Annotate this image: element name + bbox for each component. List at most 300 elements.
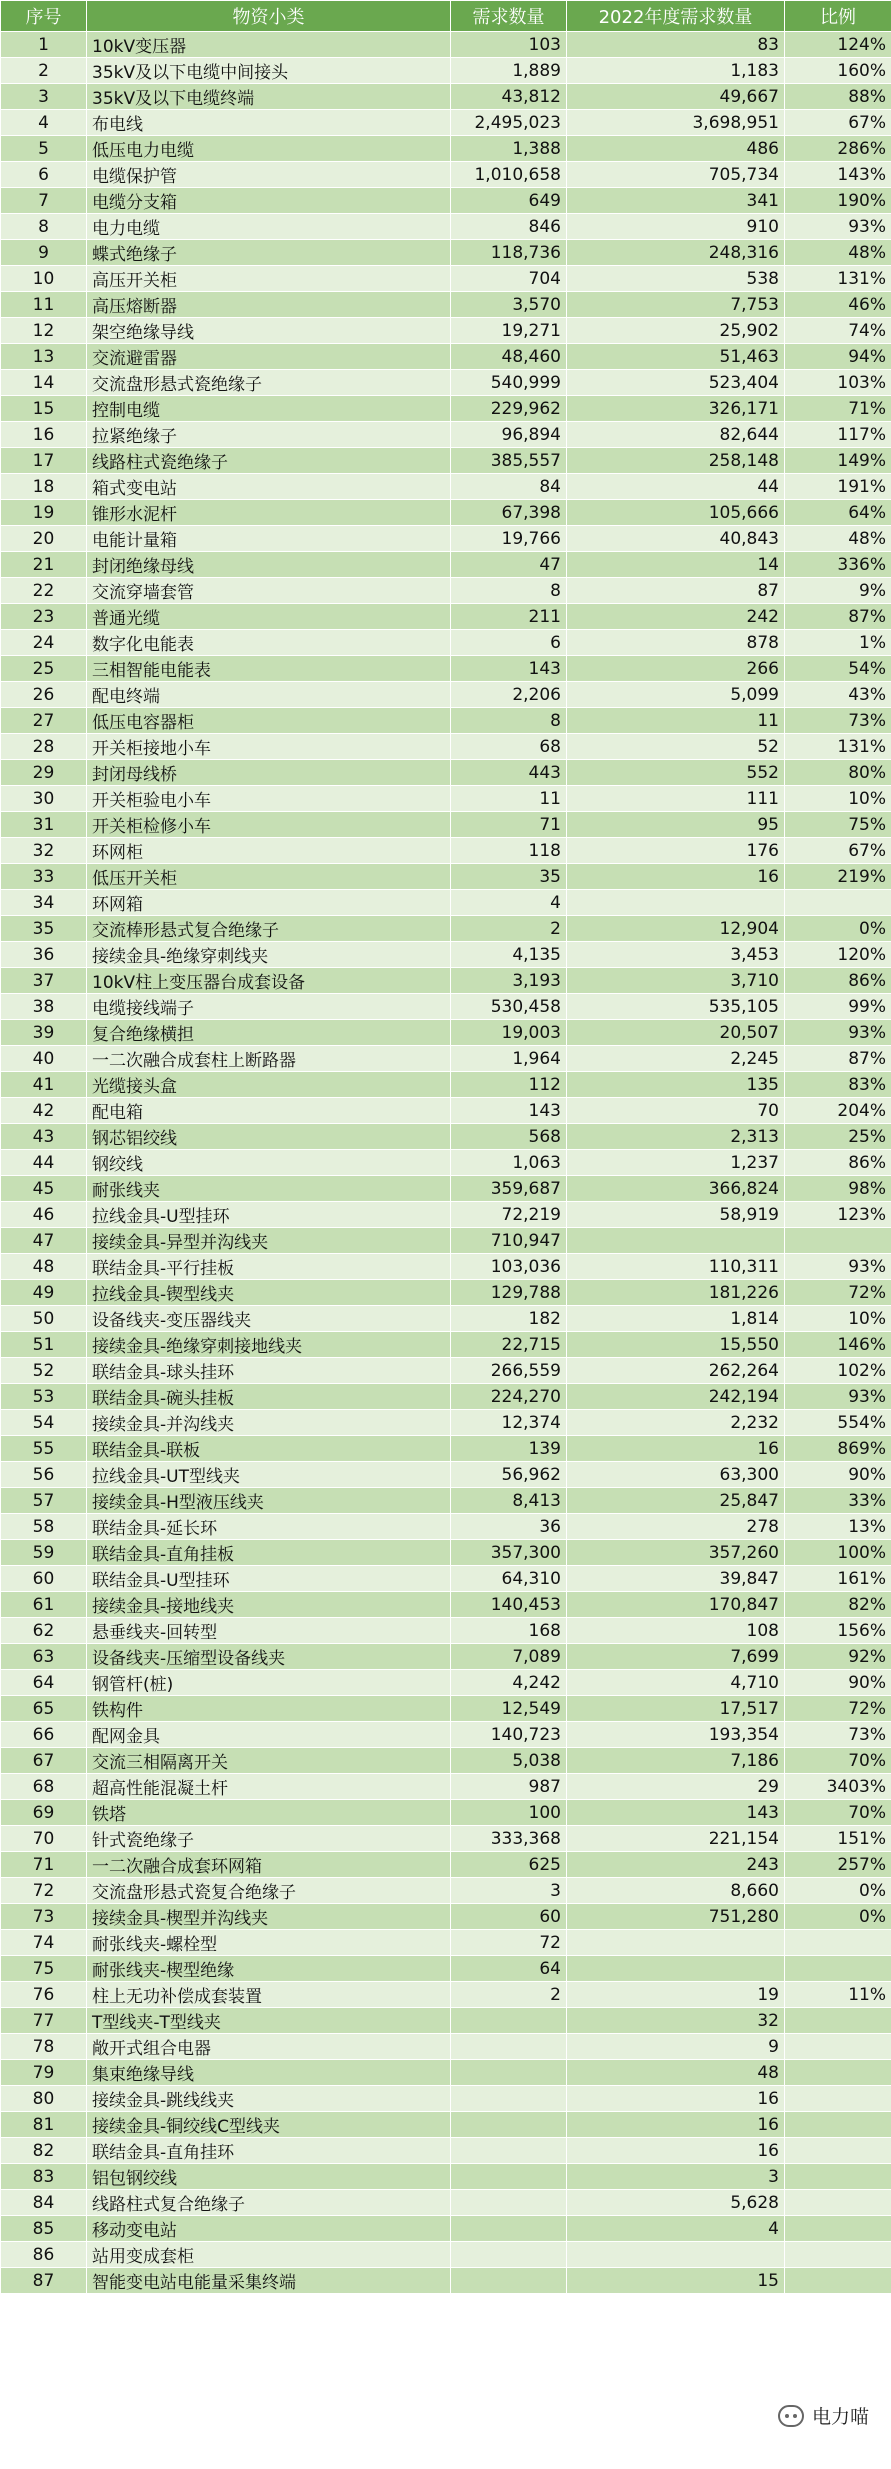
cell-demand-2022: 4,710 [567, 1670, 785, 1696]
cell-demand: 35 [451, 864, 567, 890]
cell-demand: 143 [451, 656, 567, 682]
cell-demand: 103,036 [451, 1254, 567, 1280]
table-row [1, 916, 891, 942]
table-row [1, 2008, 891, 2034]
cell-seq: 18 [1, 474, 87, 500]
cell-demand-2022: 357,260 [567, 1540, 785, 1566]
cell-demand: 6 [451, 630, 567, 656]
cell-demand: 22,715 [451, 1332, 567, 1358]
cell-seq: 16 [1, 422, 87, 448]
cell-ratio: 54% [785, 656, 891, 682]
table-row [1, 734, 891, 760]
cell-demand-2022: 25,902 [567, 318, 785, 344]
cell-seq: 87 [1, 2268, 87, 2294]
cell-seq: 78 [1, 2034, 87, 2060]
cell-category: 拉线金具-U型挂环 [87, 1202, 451, 1228]
cell-ratio: 71% [785, 396, 891, 422]
cell-ratio: 73% [785, 1722, 891, 1748]
cell-demand-2022: 1,237 [567, 1150, 785, 1176]
cell-demand [451, 2060, 567, 2086]
cell-category: 耐张线夹 [87, 1176, 451, 1202]
cell-category: 封闭绝缘母线 [87, 552, 451, 578]
cell-demand-2022 [567, 1930, 785, 1956]
table-row [1, 266, 891, 292]
cell-seq: 54 [1, 1410, 87, 1436]
watermark [778, 2402, 869, 2429]
cell-demand: 333,368 [451, 1826, 567, 1852]
table-row [1, 786, 891, 812]
cell-ratio: 131% [785, 734, 891, 760]
cell-ratio: 257% [785, 1852, 891, 1878]
cell-seq: 58 [1, 1514, 87, 1540]
cell-category: 锥形水泥杆 [87, 500, 451, 526]
cell-seq: 33 [1, 864, 87, 890]
cell-demand-2022: 262,264 [567, 1358, 785, 1384]
cell-ratio: 90% [785, 1462, 891, 1488]
cell-seq: 50 [1, 1306, 87, 1332]
cell-demand-2022: 111 [567, 786, 785, 812]
header-demand: 需求数量 [451, 1, 567, 32]
table-row [1, 2034, 891, 2060]
cell-demand: 48,460 [451, 344, 567, 370]
cell-category: 联结金具-直角挂板 [87, 1540, 451, 1566]
cell-seq: 2 [1, 58, 87, 84]
cell-category: 低压开关柜 [87, 864, 451, 890]
cell-demand: 3,193 [451, 968, 567, 994]
cell-demand-2022: 366,824 [567, 1176, 785, 1202]
cell-ratio: 87% [785, 604, 891, 630]
table-row [1, 630, 891, 656]
cell-seq: 8 [1, 214, 87, 240]
cell-ratio: 131% [785, 266, 891, 292]
cell-demand: 11 [451, 786, 567, 812]
cell-demand: 140,723 [451, 1722, 567, 1748]
cell-demand-2022: 16 [567, 2086, 785, 2112]
cell-demand: 103 [451, 32, 567, 58]
cell-category: 电缆分支箱 [87, 188, 451, 214]
cell-category: 交流三相隔离开关 [87, 1748, 451, 1774]
cell-ratio: 93% [785, 1020, 891, 1046]
cell-demand-2022: 12,904 [567, 916, 785, 942]
cell-demand [451, 2112, 567, 2138]
cell-demand-2022: 40,843 [567, 526, 785, 552]
cell-category: 耐张线夹-楔型绝缘 [87, 1956, 451, 1982]
cell-category: 站用变成套柜 [87, 2242, 451, 2268]
cell-demand: 357,300 [451, 1540, 567, 1566]
table-row [1, 1722, 891, 1748]
cell-demand: 84 [451, 474, 567, 500]
table-row [1, 2190, 891, 2216]
cell-seq: 70 [1, 1826, 87, 1852]
cell-category: 线路柱式复合绝缘子 [87, 2190, 451, 2216]
cell-category: 交流棒形悬式复合绝缘子 [87, 916, 451, 942]
cell-category: 蝶式绝缘子 [87, 240, 451, 266]
table-row [1, 318, 891, 344]
table-row [1, 1774, 891, 1800]
cell-demand: 2,495,023 [451, 110, 567, 136]
cell-ratio: 67% [785, 110, 891, 136]
cell-demand: 56,962 [451, 1462, 567, 1488]
cell-demand: 4 [451, 890, 567, 916]
cell-demand: 224,270 [451, 1384, 567, 1410]
cell-ratio [785, 1930, 891, 1956]
cell-category: 联结金具-直角挂环 [87, 2138, 451, 2164]
cell-demand-2022: 176 [567, 838, 785, 864]
cell-category: 联结金具-延长环 [87, 1514, 451, 1540]
cell-category: 设备线夹-压缩型设备线夹 [87, 1644, 451, 1670]
cell-ratio: 9% [785, 578, 891, 604]
cell-seq: 73 [1, 1904, 87, 1930]
cell-demand: 8 [451, 708, 567, 734]
cell-seq: 45 [1, 1176, 87, 1202]
cell-category: T型线夹-T型线夹 [87, 2008, 451, 2034]
table-row [1, 2112, 891, 2138]
cell-seq: 41 [1, 1072, 87, 1098]
cell-ratio: 156% [785, 1618, 891, 1644]
cell-seq: 86 [1, 2242, 87, 2268]
cell-category: 超高性能混凝土杆 [87, 1774, 451, 1800]
table-row [1, 864, 891, 890]
cell-demand-2022: 63,300 [567, 1462, 785, 1488]
cell-demand [451, 2138, 567, 2164]
cell-demand: 1,388 [451, 136, 567, 162]
cell-ratio: 1% [785, 630, 891, 656]
cell-seq: 60 [1, 1566, 87, 1592]
cell-demand-2022: 3,710 [567, 968, 785, 994]
table-row [1, 994, 891, 1020]
cell-demand: 140,453 [451, 1592, 567, 1618]
cell-demand-2022: 278 [567, 1514, 785, 1540]
cell-category: 交流盘形悬式瓷绝缘子 [87, 370, 451, 396]
cell-ratio: 88% [785, 84, 891, 110]
cell-demand: 8 [451, 578, 567, 604]
cell-category: 配电箱 [87, 1098, 451, 1124]
table-row [1, 1800, 891, 1826]
table-row [1, 1930, 891, 1956]
table-row [1, 32, 891, 58]
cell-demand: 3,570 [451, 292, 567, 318]
cell-seq: 52 [1, 1358, 87, 1384]
cell-demand: 12,374 [451, 1410, 567, 1436]
table-row [1, 474, 891, 500]
cell-ratio [785, 2164, 891, 2190]
cell-seq: 36 [1, 942, 87, 968]
cell-demand-2022: 16 [567, 864, 785, 890]
cell-category: 联结金具-碗头挂板 [87, 1384, 451, 1410]
table-row [1, 396, 891, 422]
table-row [1, 1644, 891, 1670]
cell-seq: 56 [1, 1462, 87, 1488]
cell-demand-2022: 486 [567, 136, 785, 162]
cell-demand-2022: 1,183 [567, 58, 785, 84]
cell-ratio: 286% [785, 136, 891, 162]
cell-seq: 74 [1, 1930, 87, 1956]
cell-demand-2022: 16 [567, 1436, 785, 1462]
cell-demand-2022: 2,232 [567, 1410, 785, 1436]
cell-category: 环网柜 [87, 838, 451, 864]
cell-ratio [785, 1956, 891, 1982]
table-row [1, 1150, 891, 1176]
table-row [1, 1514, 891, 1540]
cell-demand-2022: 39,847 [567, 1566, 785, 1592]
cell-ratio: 99% [785, 994, 891, 1020]
cell-seq: 4 [1, 110, 87, 136]
cell-demand-2022: 19 [567, 1982, 785, 2008]
cell-demand: 72 [451, 1930, 567, 1956]
cell-demand-2022: 143 [567, 1800, 785, 1826]
cell-ratio: 72% [785, 1696, 891, 1722]
table-row [1, 1436, 891, 1462]
cell-ratio: 146% [785, 1332, 891, 1358]
cell-demand-2022: 32 [567, 2008, 785, 2034]
cell-demand-2022: 705,734 [567, 162, 785, 188]
cell-seq: 7 [1, 188, 87, 214]
cell-ratio: 70% [785, 1748, 891, 1774]
table-row [1, 110, 891, 136]
cell-demand-2022: 82,644 [567, 422, 785, 448]
cell-category: 交流避雷器 [87, 344, 451, 370]
cell-demand-2022: 181,226 [567, 1280, 785, 1306]
table-row [1, 1202, 891, 1228]
cell-seq: 10 [1, 266, 87, 292]
cell-demand: 568 [451, 1124, 567, 1150]
cell-demand-2022: 25,847 [567, 1488, 785, 1514]
cell-ratio: 149% [785, 448, 891, 474]
cell-category: 接续金具-绝缘穿刺线夹 [87, 942, 451, 968]
table-row [1, 1566, 891, 1592]
cell-demand: 60 [451, 1904, 567, 1930]
cell-demand-2022: 95 [567, 812, 785, 838]
cell-ratio: 13% [785, 1514, 891, 1540]
cell-category: 联结金具-平行挂板 [87, 1254, 451, 1280]
cell-demand-2022: 11 [567, 708, 785, 734]
cell-ratio: 0% [785, 916, 891, 942]
cell-demand-2022: 193,354 [567, 1722, 785, 1748]
table-row [1, 552, 891, 578]
header-seq: 序号 [1, 1, 87, 32]
cell-category: 布电线 [87, 110, 451, 136]
table-row [1, 1306, 891, 1332]
table-row [1, 2086, 891, 2112]
cell-demand-2022: 552 [567, 760, 785, 786]
cell-demand-2022: 248,316 [567, 240, 785, 266]
cell-ratio: 33% [785, 1488, 891, 1514]
cell-demand-2022: 3,453 [567, 942, 785, 968]
table-row [1, 1956, 891, 1982]
cell-seq: 6 [1, 162, 87, 188]
cell-category: 线路柱式瓷绝缘子 [87, 448, 451, 474]
table-row [1, 1332, 891, 1358]
table-row [1, 1852, 891, 1878]
cell-ratio [785, 1228, 891, 1254]
cell-seq: 55 [1, 1436, 87, 1462]
cell-demand: 1,010,658 [451, 162, 567, 188]
table-row [1, 2242, 891, 2268]
cell-category: 光缆接头盒 [87, 1072, 451, 1098]
cell-ratio: 93% [785, 1254, 891, 1280]
header-demand-2022: 2022年度需求数量 [567, 1, 785, 32]
cell-seq: 12 [1, 318, 87, 344]
cell-demand: 19,766 [451, 526, 567, 552]
cell-demand: 540,999 [451, 370, 567, 396]
cell-seq: 38 [1, 994, 87, 1020]
table-row [1, 604, 891, 630]
cell-category: 配网金具 [87, 1722, 451, 1748]
cell-demand-2022: 242,194 [567, 1384, 785, 1410]
cell-category: 联结金具-U型挂环 [87, 1566, 451, 1592]
cell-demand [451, 2034, 567, 2060]
table-row [1, 578, 891, 604]
cell-seq: 21 [1, 552, 87, 578]
cell-ratio [785, 2008, 891, 2034]
cell-seq: 57 [1, 1488, 87, 1514]
table-row [1, 942, 891, 968]
cell-ratio: 204% [785, 1098, 891, 1124]
cell-seq: 27 [1, 708, 87, 734]
cell-category: 接续金具-异型并沟线夹 [87, 1228, 451, 1254]
cell-category: 悬垂线夹-回转型 [87, 1618, 451, 1644]
table-row [1, 968, 891, 994]
cell-ratio: 117% [785, 422, 891, 448]
cell-category: 开关柜检修小车 [87, 812, 451, 838]
cell-category: 10kV变压器 [87, 32, 451, 58]
cell-category: 接续金具-并沟线夹 [87, 1410, 451, 1436]
table-row [1, 1176, 891, 1202]
cell-category: 电缆接线端子 [87, 994, 451, 1020]
cell-seq: 46 [1, 1202, 87, 1228]
cell-demand: 36 [451, 1514, 567, 1540]
table-row [1, 1618, 891, 1644]
header-category: 物资小类 [87, 1, 451, 32]
cell-category: 普通光缆 [87, 604, 451, 630]
cell-seq: 48 [1, 1254, 87, 1280]
cell-category: 针式瓷绝缘子 [87, 1826, 451, 1852]
cell-demand-2022: 7,699 [567, 1644, 785, 1670]
cell-category: 接续金具-铜绞线C型线夹 [87, 2112, 451, 2138]
cell-demand [451, 2242, 567, 2268]
cell-seq: 43 [1, 1124, 87, 1150]
cell-demand-2022: 751,280 [567, 1904, 785, 1930]
cell-demand: 359,687 [451, 1176, 567, 1202]
cell-ratio: 64% [785, 500, 891, 526]
cell-seq: 65 [1, 1696, 87, 1722]
cell-seq: 47 [1, 1228, 87, 1254]
cell-demand-2022: 5,099 [567, 682, 785, 708]
cell-seq: 59 [1, 1540, 87, 1566]
cell-seq: 17 [1, 448, 87, 474]
cell-category: 高压熔断器 [87, 292, 451, 318]
table-row [1, 1592, 891, 1618]
table-row [1, 1982, 891, 2008]
cell-seq: 24 [1, 630, 87, 656]
cell-seq: 35 [1, 916, 87, 942]
cell-demand-2022: 44 [567, 474, 785, 500]
cell-seq: 64 [1, 1670, 87, 1696]
cell-demand: 129,788 [451, 1280, 567, 1306]
cell-seq: 31 [1, 812, 87, 838]
cell-demand-2022: 4 [567, 2216, 785, 2242]
cell-category: 复合绝缘横担 [87, 1020, 451, 1046]
cell-demand-2022: 170,847 [567, 1592, 785, 1618]
cell-category: 一二次融合成套环网箱 [87, 1852, 451, 1878]
cell-demand: 2,206 [451, 682, 567, 708]
header-ratio: 比例 [785, 1, 891, 32]
cell-demand: 64 [451, 1956, 567, 1982]
table-row [1, 1878, 891, 1904]
cell-seq: 22 [1, 578, 87, 604]
cell-demand: 182 [451, 1306, 567, 1332]
cell-category: 数字化电能表 [87, 630, 451, 656]
cell-ratio: 219% [785, 864, 891, 890]
cell-category: 拉紧绝缘子 [87, 422, 451, 448]
table-row [1, 838, 891, 864]
cell-demand: 118 [451, 838, 567, 864]
cell-demand: 846 [451, 214, 567, 240]
table-row [1, 1098, 891, 1124]
cell-demand-2022: 58,919 [567, 1202, 785, 1228]
cell-ratio: 25% [785, 1124, 891, 1150]
cell-ratio: 190% [785, 188, 891, 214]
cell-seq: 11 [1, 292, 87, 318]
cell-seq: 26 [1, 682, 87, 708]
cell-ratio: 74% [785, 318, 891, 344]
table-body [1, 32, 891, 2294]
table-row [1, 812, 891, 838]
cell-ratio: 90% [785, 1670, 891, 1696]
cell-demand-2022: 14 [567, 552, 785, 578]
cell-seq: 37 [1, 968, 87, 994]
cell-seq: 75 [1, 1956, 87, 1982]
cell-demand: 1,964 [451, 1046, 567, 1072]
cell-seq: 42 [1, 1098, 87, 1124]
cell-demand-2022: 70 [567, 1098, 785, 1124]
table-row [1, 1384, 891, 1410]
cell-category: 电力电缆 [87, 214, 451, 240]
cell-demand: 100 [451, 1800, 567, 1826]
cell-category: 集束绝缘导线 [87, 2060, 451, 2086]
cell-ratio: 75% [785, 812, 891, 838]
cell-category: 高压开关柜 [87, 266, 451, 292]
table-row [1, 292, 891, 318]
cell-ratio: 869% [785, 1436, 891, 1462]
cell-ratio: 48% [785, 526, 891, 552]
cell-demand: 71 [451, 812, 567, 838]
cell-demand: 19,271 [451, 318, 567, 344]
cell-category: 开关柜验电小车 [87, 786, 451, 812]
cell-demand-2022: 910 [567, 214, 785, 240]
cell-ratio: 82% [785, 1592, 891, 1618]
cell-demand [451, 2190, 567, 2216]
cell-demand: 64,310 [451, 1566, 567, 1592]
cell-ratio: 67% [785, 838, 891, 864]
table-row [1, 370, 891, 396]
table-row [1, 1748, 891, 1774]
cell-category: 环网箱 [87, 890, 451, 916]
cell-demand: 3 [451, 1878, 567, 1904]
cell-seq: 39 [1, 1020, 87, 1046]
cell-seq: 32 [1, 838, 87, 864]
cell-ratio: 100% [785, 1540, 891, 1566]
cell-demand: 96,894 [451, 422, 567, 448]
cell-seq: 30 [1, 786, 87, 812]
table-row [1, 214, 891, 240]
cell-demand-2022 [567, 1956, 785, 1982]
cell-seq: 67 [1, 1748, 87, 1774]
table-row [1, 422, 891, 448]
cell-category: 低压电力电缆 [87, 136, 451, 162]
cell-ratio: 86% [785, 968, 891, 994]
cell-demand: 211 [451, 604, 567, 630]
